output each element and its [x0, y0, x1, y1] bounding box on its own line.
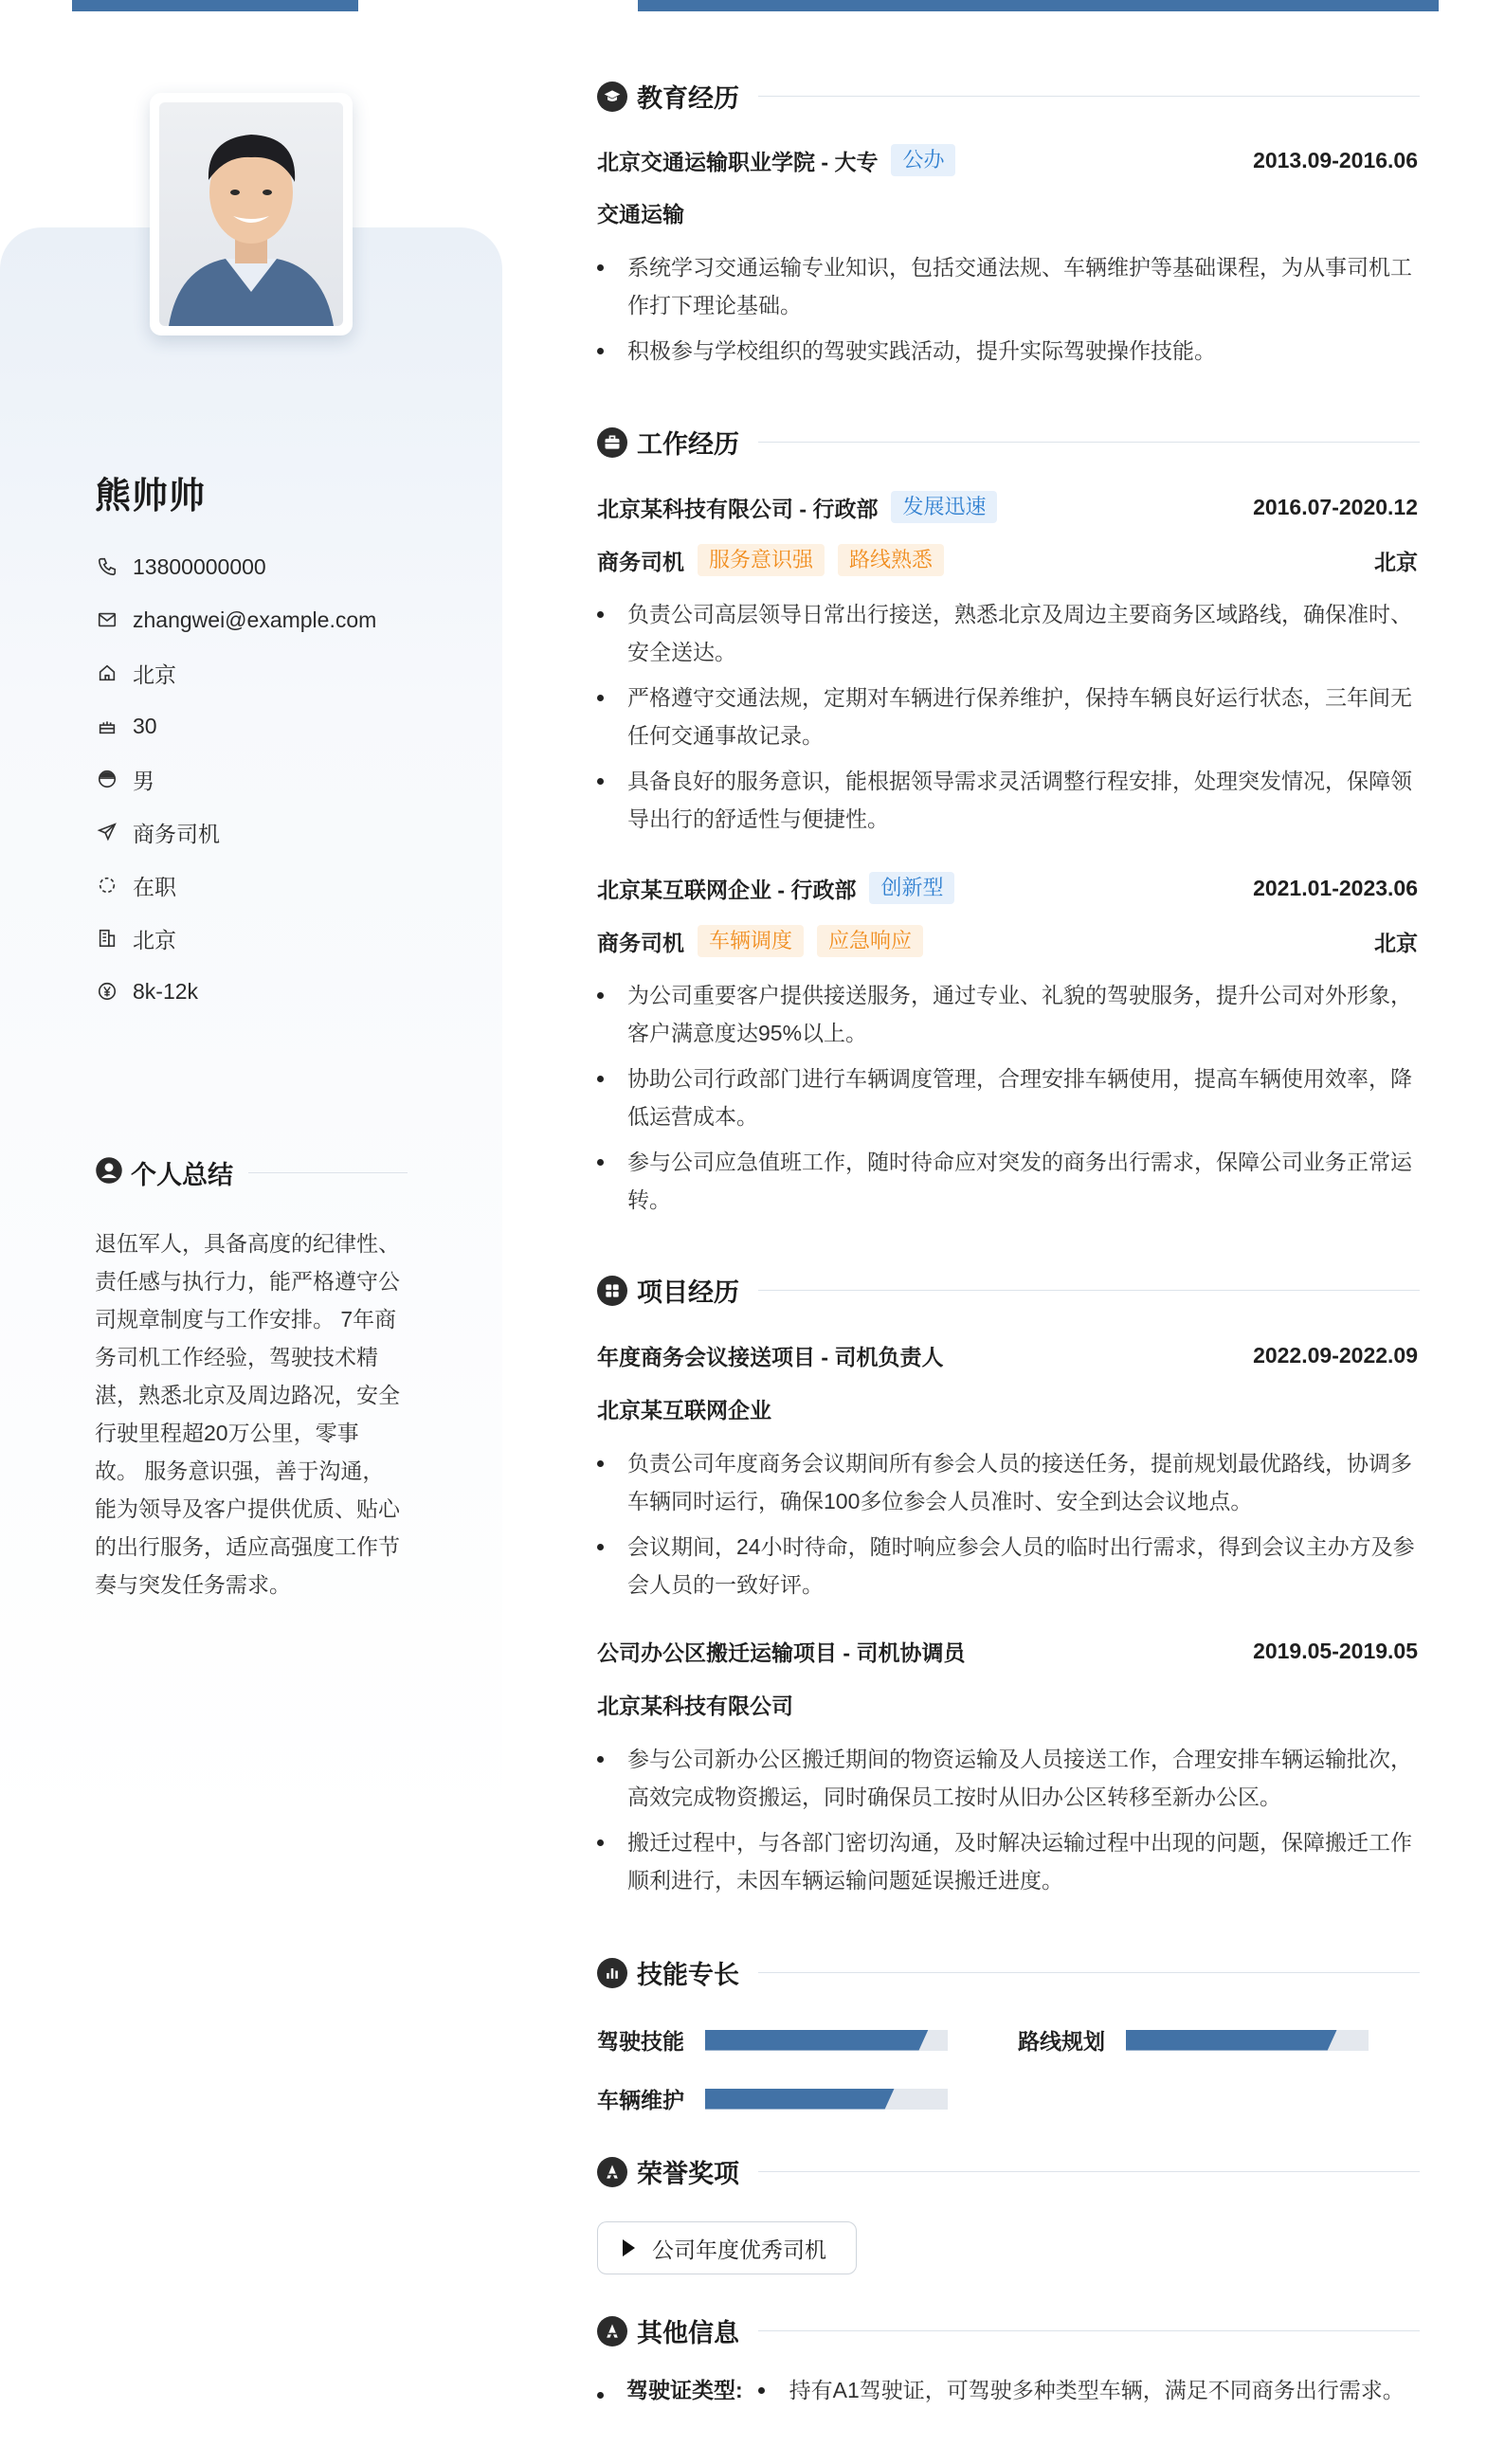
project-2-bullets — [597, 1740, 1418, 1907]
job-1-city: 北京 — [1374, 549, 1418, 574]
awards-header — [597, 2153, 1420, 2190]
education-row — [597, 144, 1418, 176]
awards-title: 荣誉奖项 — [637, 2160, 739, 2188]
info-salary: 8k-12k — [95, 965, 376, 1018]
list-item: 会议期间，24小时待命，随时响应参会人员的临时出行需求，得到会议主办方及参会人员的一致好评。 — [597, 1528, 1418, 1603]
education-bullets — [597, 248, 1418, 377]
top-accent-bar-right — [638, 0, 1439, 11]
job-1-skill-tag: 路线熟悉 — [838, 544, 944, 576]
list-item: 参与公司应急值班工作，随时待命应对突发的商务出行需求，保障公司业务正常运转。 — [597, 1143, 1418, 1219]
skill-name: 车辆维护 — [597, 2088, 684, 2112]
list-item: 积极参与学校组织的驾驶实践活动，提升实际驾驶操作技能。 — [597, 332, 1418, 370]
job-2-skill-tag: 应急响应 — [817, 925, 923, 957]
grid-icon — [597, 1276, 627, 1306]
bullet-dot — [597, 2392, 604, 2399]
major: 交通运输 — [597, 202, 684, 226]
other-value: 持有A1驾驶证，可驾驶多种类型车辆，满足不同商务出行需求。 — [789, 2378, 1405, 2402]
bullet-dot — [758, 2387, 765, 2394]
skill-item — [1018, 2024, 1369, 2056]
divider — [758, 96, 1420, 97]
list-item: 搬迁过程中，与各部门密切沟通，及时解决运输过程中出现的问题，保障搬迁工作顺利进行，未因车辆运输问题延误搬迁进度。 — [597, 1823, 1418, 1899]
project-1-name: 年度商务会议接送项目 - 司机负责人 — [597, 1345, 944, 1369]
divider — [758, 2171, 1420, 2172]
divider — [758, 2330, 1420, 2331]
other-label: 驾驶证类型: — [626, 2378, 743, 2402]
divider — [758, 1972, 1420, 1973]
job-2-role: 商务司机 — [597, 930, 684, 955]
home-icon — [95, 661, 119, 685]
info-email: zhangwei@example.com — [95, 593, 376, 646]
major-row — [597, 197, 1418, 228]
project-1-org: 北京某互联网企业 — [597, 1398, 771, 1422]
job-2-company-tag: 创新型 — [869, 872, 954, 904]
project-2-date: 2019.05-2019.05 — [1253, 1639, 1418, 1663]
job-1-company-tag: 发展迅速 — [891, 491, 997, 523]
info-status: 在职 — [95, 859, 376, 912]
skill-bar-fill — [1126, 2030, 1337, 2051]
user-icon — [95, 1156, 123, 1189]
skill-bar — [1126, 2030, 1369, 2051]
skill-name: 路线规划 — [1018, 2029, 1105, 2054]
award-label: 公司年度优秀司机 — [652, 2237, 826, 2262]
job-2-city: 北京 — [1374, 930, 1418, 955]
chart-icon — [597, 1958, 627, 1988]
skills-header — [597, 1954, 1420, 1991]
project-2-org: 北京某科技有限公司 — [597, 1694, 793, 1718]
contact-info-list — [95, 540, 376, 1018]
project-1-org-row — [597, 1393, 1418, 1424]
info-location: 北京 — [95, 646, 376, 699]
avatar — [159, 102, 343, 326]
info-phone: 13800000000 — [95, 540, 376, 593]
skill-name: 驾驶技能 — [597, 2029, 684, 2054]
face-icon — [95, 767, 119, 791]
skill-bar-fill — [705, 2030, 929, 2051]
info-gender: 男 — [95, 752, 376, 806]
project-2-name: 公司办公区搬迁运输项目 - 司机协调员 — [597, 1640, 966, 1665]
other-title: 其他信息 — [637, 2319, 739, 2347]
avatar-portrait-icon — [159, 102, 343, 326]
list-item: 严格遵守交通法规，定期对车辆进行保养维护，保持车辆良好运行状态，三年间无任何交通事故记录。 — [597, 679, 1418, 754]
education-date: 2013.09-2016.06 — [1253, 147, 1418, 172]
skill-item — [597, 2024, 948, 2056]
award-icon — [597, 2157, 627, 2187]
projects-title: 项目经历 — [637, 1278, 739, 1307]
project-2-row — [597, 1636, 1418, 1667]
list-item: 系统学习交通运输专业知识，包括交通法规、车辆维护等基础课程，为从事司机工作打下理论基础。 — [597, 248, 1418, 324]
list-item: 协助公司行政部门进行车辆调度管理，合理安排车辆使用，提高车辆使用效率，降低运营成本。 — [597, 1060, 1418, 1135]
summary-title: 个人总结 — [131, 1161, 233, 1189]
skill-bar — [705, 2089, 948, 2110]
list-item: 为公司重要客户提供接送服务，通过专业、礼貌的驾驶服务，提升公司对外形象，客户满意度达95%以上。 — [597, 976, 1418, 1052]
projects-header — [597, 1272, 1420, 1309]
school-tag: 公办 — [891, 144, 955, 176]
work-header — [597, 424, 1420, 461]
list-item: 具备良好的服务意识，能根据领导需求灵活调整行程安排，处理突发情况，保障领导出行的舒适性与便捷性。 — [597, 762, 1418, 838]
job-2-company: 北京某互联网企业 - 行政部 — [597, 877, 857, 902]
avatar-card — [150, 93, 353, 335]
list-item: 负责公司年度商务会议期间所有参会人员的接送任务，提前规划最优路线，协调多车辆同时运行，确保100多位参会人员准时、安全到达会议地点。 — [597, 1444, 1418, 1520]
play-icon — [623, 2239, 635, 2256]
job-1-skill-tag: 服务意识强 — [698, 544, 825, 576]
project-2-org-row — [597, 1689, 1418, 1720]
job-1-company: 北京某科技有限公司 - 行政部 — [597, 496, 879, 521]
school-name: 北京交通运输职业学院 - 大专 — [597, 149, 879, 174]
job-1-role: 商务司机 — [597, 549, 684, 574]
info-work-city: 北京 — [95, 912, 376, 965]
project-1-row — [597, 1340, 1418, 1371]
job-1-role-row — [597, 544, 1418, 576]
job-2-role-row — [597, 925, 1418, 957]
skill-item — [597, 2083, 948, 2114]
divider — [758, 442, 1420, 443]
top-accent-bar-left — [72, 0, 358, 11]
job-1-row — [597, 491, 1418, 523]
job-1-bullets — [597, 595, 1418, 845]
status-icon — [95, 873, 119, 897]
job-1-date: 2016.07-2020.12 — [1253, 494, 1418, 519]
other-info-item — [597, 2371, 1420, 2409]
list-item: 参与公司新办公区搬迁期间的物资运输及人员接送工作，合理安排车辆运输批次，高效完成物资搬运，同时确保员工按时从旧办公区转移至新办公区。 — [597, 1740, 1418, 1816]
list-item: 负责公司高层领导日常出行接送，熟悉北京及周边主要商务区域路线，确保准时、安全送达。 — [597, 595, 1418, 671]
building-icon — [95, 926, 119, 951]
project-1-date: 2022.09-2022.09 — [1253, 1343, 1418, 1368]
mail-icon — [95, 607, 119, 632]
summary-text: 退伍军人，具备高度的纪律性、责任感与执行力，能严格遵守公司规章制度与工作安排。 7年商务司机工作经验，驾驶技术精湛，熟悉北京及周边路况，安全行驶里程超20万公里，零事故。 服务意识强，善于沟通，能为领导及客户提供优质、贴心的出行服务，适应高强度工作节奏与突发任务需求。 — [95, 1231, 400, 1597]
work-title: 工作经历 — [637, 430, 739, 459]
job-2-skill-tag: 车辆调度 — [698, 925, 804, 957]
info-icon — [597, 2316, 627, 2346]
phone-icon — [95, 554, 119, 579]
divider — [248, 1172, 408, 1173]
cake-icon — [95, 714, 119, 738]
candidate-name: 熊帅帅 — [95, 477, 207, 516]
education-header — [597, 78, 1420, 115]
job-2-bullets — [597, 976, 1418, 1226]
award-item[interactable] — [597, 2221, 857, 2274]
education-title: 教育经历 — [637, 84, 739, 113]
summary-header — [95, 1154, 408, 1191]
job-2-row — [597, 872, 1418, 904]
job-2-date: 2021.01-2023.06 — [1253, 875, 1418, 900]
skill-bar-fill — [705, 2089, 895, 2110]
send-icon — [95, 820, 119, 844]
other-header — [597, 2312, 1420, 2349]
divider — [758, 1290, 1420, 1291]
skill-bar — [705, 2030, 948, 2051]
salary-icon — [95, 979, 119, 1004]
graduation-icon — [597, 82, 627, 112]
project-1-bullets — [597, 1444, 1418, 1611]
info-position: 商务司机 — [95, 806, 376, 859]
skills-title: 技能专长 — [637, 1961, 739, 1989]
briefcase-icon — [597, 427, 627, 458]
info-age: 30 — [95, 699, 376, 752]
